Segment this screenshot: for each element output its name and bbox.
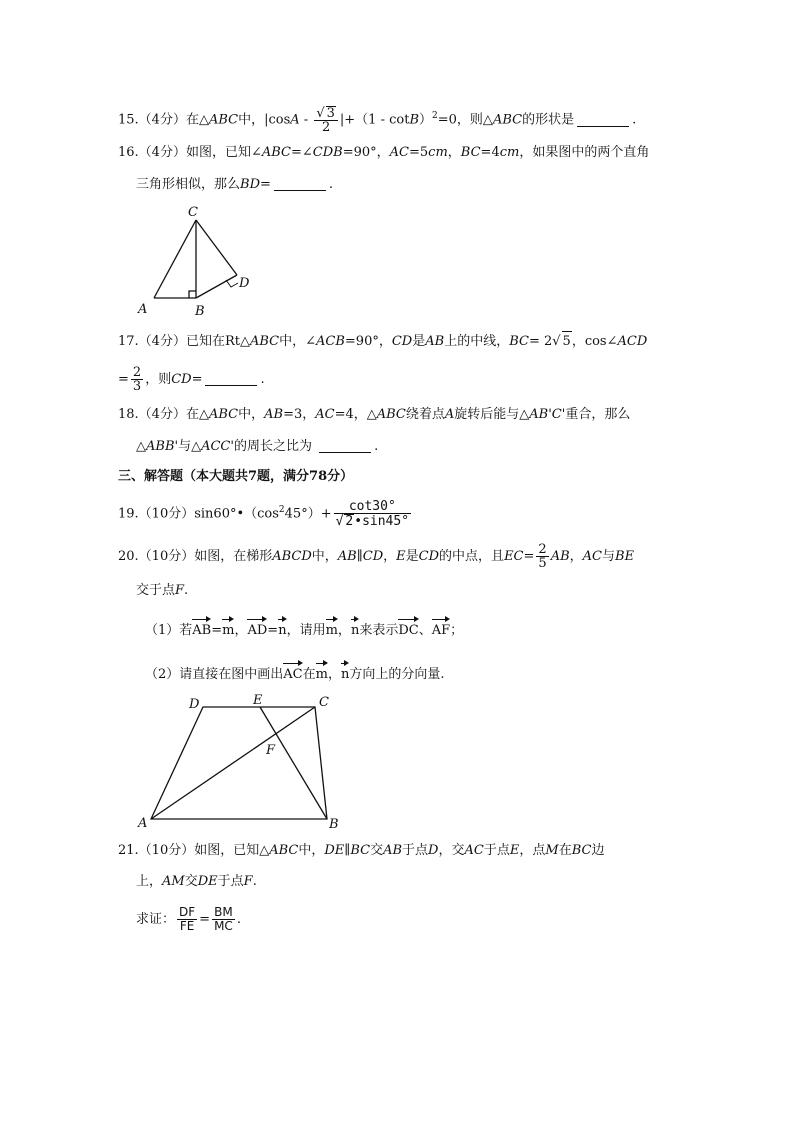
- question-18-line-2: △ABB'与△ACC'的周长之比为 .: [136, 439, 379, 454]
- question-20-part-1: （1）若AB=m，AD=n，请用m，n来表示DC、AF；: [145, 617, 463, 641]
- question-21-line-2: 上，AM交DE于点F.: [136, 874, 257, 889]
- label-b: B: [329, 817, 339, 832]
- section-3-heading: 三、解答题（本大题共7题，满分78分）: [118, 469, 354, 484]
- answer-blank: [577, 112, 629, 127]
- label-d: D: [189, 697, 200, 712]
- question-21-proof: 求证： $\frac{DF}{FE}$ = $\frac{BM}{MC}$ .: [136, 905, 241, 933]
- answer-blank: [319, 438, 371, 453]
- answer-blank: [274, 176, 326, 191]
- label-f: F: [266, 743, 276, 758]
- question-20-line-1: 20.（10分）如图，在梯形ABCD中，AB∥CD，E是CD的中点，且EC= $\frac{2}{5}$ AB，AC与BE: [118, 542, 635, 571]
- question-15: 15.（4分）在△ABC中，|cosA - $\frac{√ 3}{2}$ |+（1 - cotB）$^2$=0，则△ABC的形状是 .: [118, 106, 637, 135]
- question-20-line-2: 交于点F.: [136, 583, 189, 598]
- trapezoid-figure: [135, 690, 350, 832]
- question-20-part-2: （2）请直接在图中画出AC在m，n方向上的分向量.: [145, 661, 445, 685]
- label-a: A: [138, 302, 148, 317]
- question-18-line-1: 18.（4分）在△ABC中，AB=3，AC=4，△ABC绕着点A旋转后能与△AB'C'重合，那么: [118, 407, 631, 422]
- fraction-sqrt3-over-2: $\frac{√ 3}{2}$: [314, 106, 338, 134]
- label-c: C: [188, 205, 198, 220]
- right-triangles-figure: [135, 203, 260, 318]
- question-16-line-1: 16.（4分）如图，已知∠ABC=∠CDB=90°，AC=5cm，BC=4cm，如果图中的两个直角: [118, 145, 650, 160]
- label-e: E: [253, 693, 263, 708]
- label-c: C: [319, 695, 329, 710]
- answer-blank: [205, 371, 257, 386]
- question-19: 19.（10分）$\sin 60^\circ•(\cos^245^\circ)+$ $\frac{\cot 30^\circ}{√ 2•\sin 45^\circ}$: [118, 499, 410, 529]
- label-a: A: [138, 816, 148, 831]
- question-16-line-2: 三角形相似，那么BD= .: [136, 177, 334, 192]
- question-21-line-1: 21.（10分）如图，已知△ABC中，DE∥BC交AB于点D，交AC于点E，点M在BC边: [118, 843, 605, 858]
- label-d: D: [239, 276, 250, 291]
- question-17-line-1: 17.（4分）已知在Rt△ABC中，∠ACB=90°，CD是AB上的中线，BC= 2√ 5，cos∠ACD: [118, 331, 647, 352]
- label-b: B: [195, 304, 205, 318]
- question-17-line-2: = $\frac{2}{3}$ ，则CD= .: [118, 365, 265, 394]
